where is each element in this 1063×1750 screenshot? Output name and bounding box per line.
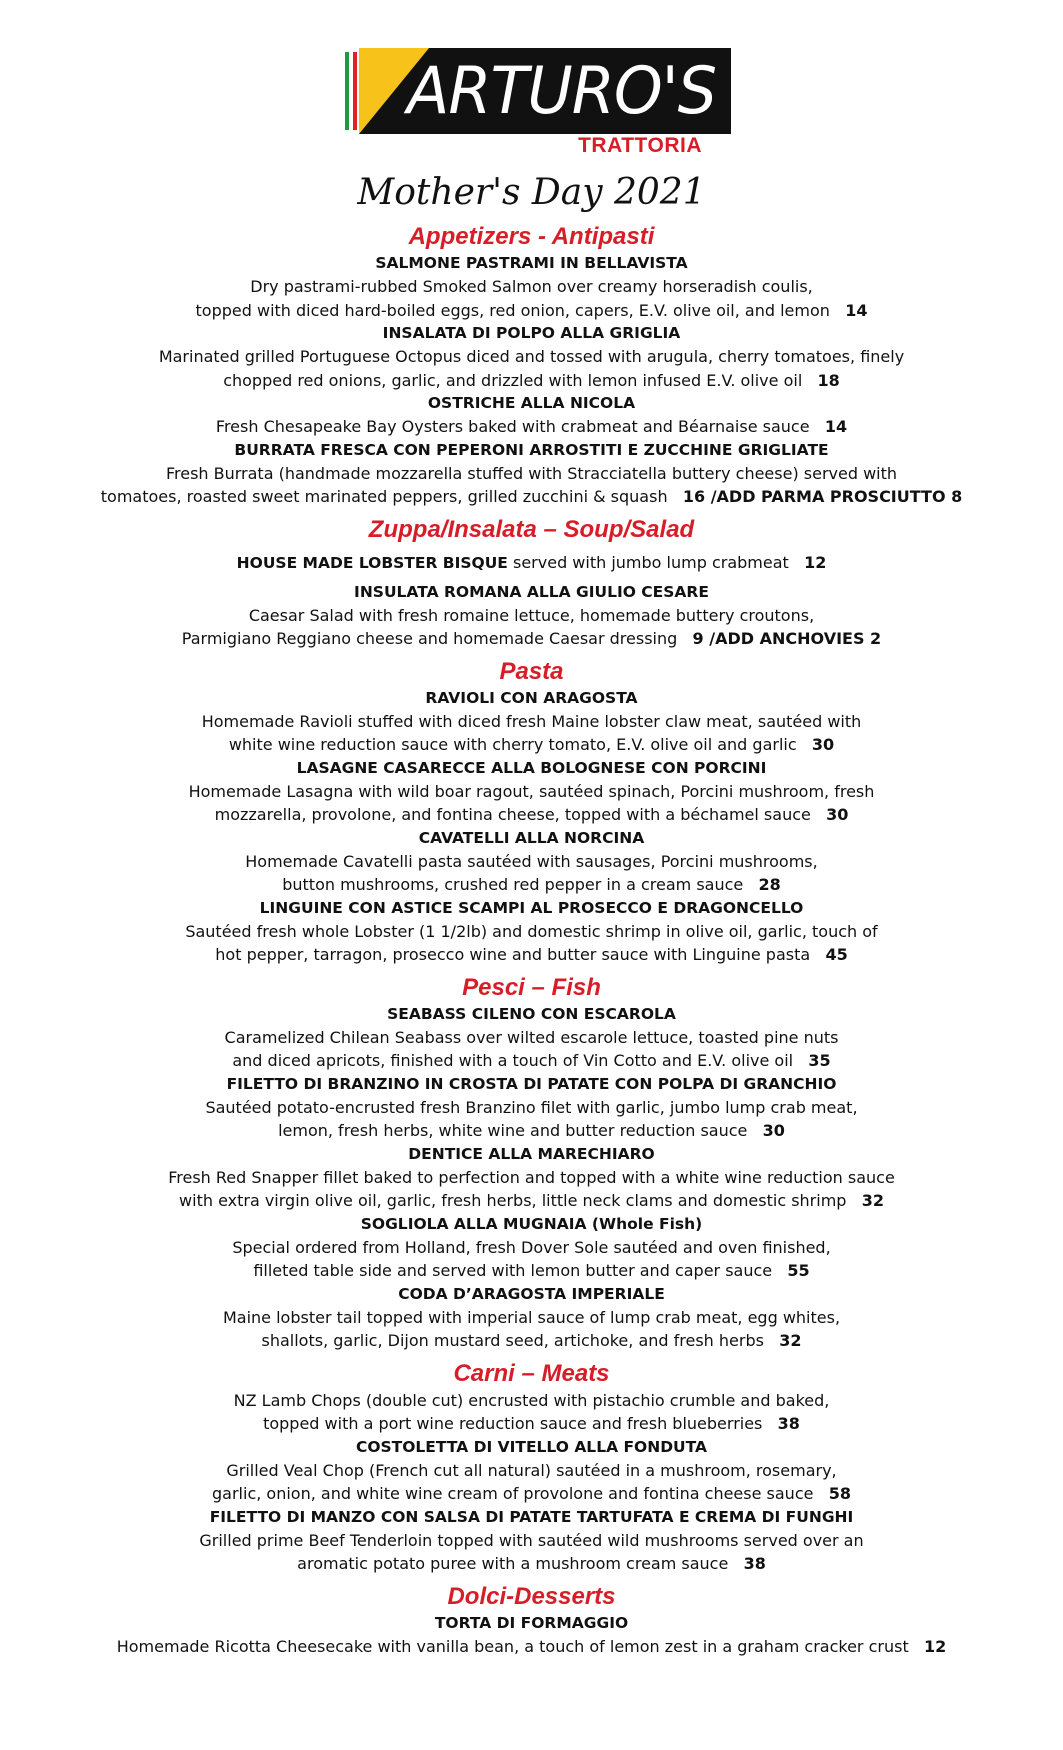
- item-description: with extra virgin olive oil, garlic, fresh herbs, little neck clams and domestic shrimp: [179, 1191, 847, 1210]
- item-name: FILETTO DI MANZO CON SALSA DI PATATE TARTUFATA E CREMA DI FUNGHI: [209, 1507, 854, 1526]
- item-description: Dry pastrami-rubbed Smoked Salmon over creamy horseradish coulis,: [250, 277, 813, 296]
- section-title-pasta: Pasta: [499, 657, 564, 685]
- menu-item: [0, 551, 1063, 575]
- item-description: Parmigiano Reggiano cheese and homemade Caesar dressing: [181, 629, 678, 648]
- item-description: Homemade Ravioli stuffed with diced fresh Maine lobster claw meat, sautéed with: [201, 711, 862, 731]
- item-description: Sautéed potato-encrusted fresh Branzino filet with garlic, jumbo lump crab meat,: [205, 1097, 858, 1117]
- item-name: SEABASS CILENO CON ESCAROLA: [387, 1004, 676, 1023]
- item-price: 45: [825, 945, 848, 964]
- item-name: LINGUINE CON ASTICE SCAMPI AL PROSECCO E DRAGONCELLO: [259, 898, 804, 917]
- item-description: and diced apricots, finished with a touch of Vin Cotto and E.V. olive oil: [232, 1051, 794, 1070]
- menu-item: [0, 252, 1063, 322]
- item-description: Grilled prime Beef Tenderloin topped with sautéed wild mushrooms served over an: [199, 1530, 864, 1550]
- item-description: aromatic potato puree with a mushroom cream sauce: [297, 1554, 729, 1573]
- menu-item: [0, 1389, 1063, 1436]
- item-name: INSALATA DI POLPO ALLA GRIGLIA: [382, 324, 681, 342]
- item-name: DENTICE ALLA MARECHIARO: [408, 1144, 655, 1163]
- section-title-soup-salad: Zuppa/Insalata – Soup/Salad: [368, 515, 695, 543]
- item-name: RAVIOLI CON ARAGOSTA: [425, 688, 638, 707]
- section-title-fish: Pesci – Fish: [462, 973, 601, 1001]
- item-name: SOGLIOLA ALLA MUGNAIA (Whole Fish): [360, 1214, 703, 1233]
- item-description: Fresh Chesapeake Bay Oysters baked with crabmeat and Béarnaise sauce: [215, 417, 810, 436]
- menu-item: [0, 827, 1063, 897]
- page-title: Mother's Day 2021: [357, 172, 706, 213]
- item-price: 14: [845, 300, 868, 320]
- menu-item: [0, 1283, 1063, 1353]
- item-price: 38: [743, 1554, 766, 1573]
- item-description: shallots, garlic, Dijon mustard seed, artichoke, and fresh herbs: [261, 1331, 764, 1350]
- item-description: Caramelized Chilean Seabass over wilted escarole lettuce, toasted pine nuts: [224, 1027, 839, 1047]
- logo-name: ARTURO'S: [407, 52, 717, 129]
- item-name: LASAGNE CASARECCE ALLA BOLOGNESE CON PORCINI: [296, 758, 767, 777]
- item-name: TORTA DI FORMAGGIO: [434, 1613, 629, 1632]
- menu-item: [0, 1003, 1063, 1073]
- item-price: 32: [779, 1331, 802, 1350]
- item-name: SALMONE PASTRAMI IN BELLAVISTA: [375, 254, 688, 272]
- item-description: hot pepper, tarragon, prosecco wine and butter sauce with Linguine pasta: [215, 945, 811, 964]
- menu-item: [0, 687, 1063, 757]
- item-description: button mushrooms, crushed red pepper in a cream sauce: [282, 875, 744, 894]
- item-description: Homemade Ricotta Cheesecake with vanilla bean, a touch of lemon zest in a graham cracker crust: [116, 1636, 909, 1656]
- item-price: 12: [804, 552, 827, 572]
- item-name: OSTRICHE ALLA NICOLA: [427, 394, 636, 412]
- item-name: COSTOLETTA DI VITELLO ALLA FONDUTA: [355, 1437, 708, 1456]
- item-description: topped with diced hard-boiled eggs, red onion, capers, E.V. olive oil, and lemon: [195, 300, 830, 320]
- item-description: lemon, fresh herbs, white wine and butter reduction sauce: [278, 1121, 748, 1140]
- item-name: CODA D’ARAGOSTA IMPERIALE: [398, 1284, 665, 1303]
- item-description: Homemade Lasagna with wild boar ragout, sautéed spinach, Porcini mushroom, fresh: [188, 781, 875, 801]
- logo-box: [359, 48, 731, 134]
- item-description: Caesar Salad with fresh romaine lettuce, homemade buttery croutons,: [248, 605, 815, 625]
- item-description: Sautéed fresh whole Lobster (1 1/2lb) and domestic shrimp in olive oil, garlic, touch of: [185, 921, 878, 941]
- menu-item: [0, 439, 1063, 509]
- item-description: served with jumbo lump crabmeat: [507, 552, 789, 572]
- item-price: 35: [808, 1051, 831, 1070]
- italian-flag-icon: [345, 52, 357, 130]
- item-description: Grilled Veal Chop (French cut all natural) sautéed in a mushroom, rosemary,: [226, 1460, 837, 1480]
- item-name: INSULATA ROMANA ALLA GIULIO CESARE: [354, 582, 709, 601]
- item-price: 38: [777, 1414, 800, 1433]
- menu-item: [0, 897, 1063, 967]
- menu-item: [0, 757, 1063, 827]
- item-price: 32: [861, 1191, 884, 1210]
- item-description: topped with a port wine reduction sauce and fresh blueberries: [263, 1414, 763, 1433]
- item-description: Homemade Cavatelli pasta sautéed with sausages, Porcini mushrooms,: [245, 851, 818, 871]
- arturos-logo: [345, 48, 730, 160]
- menu-item: [0, 322, 1063, 392]
- item-description: filleted table side and served with lemon butter and caper sauce: [253, 1261, 773, 1280]
- item-name: HOUSE MADE LOBSTER BISQUE: [236, 553, 508, 572]
- item-description: NZ Lamb Chops (double cut) encrusted with pistachio crumble and baked,: [233, 1390, 830, 1410]
- item-price: 58: [828, 1484, 851, 1503]
- item-description: garlic, onion, and white wine cream of provolone and fontina cheese sauce: [212, 1484, 814, 1503]
- section-title-appetizers: Appetizers - Antipasti: [408, 223, 655, 250]
- logo-subtitle: TRATTORIA: [578, 134, 702, 157]
- item-description: white wine reduction sauce with cherry tomato, E.V. olive oil and garlic: [228, 735, 797, 754]
- item-price: 55: [787, 1261, 810, 1280]
- item-price: 16 /ADD PARMA PROSCIUTTO 8: [682, 487, 963, 506]
- menu-item: [0, 1073, 1063, 1143]
- item-price: 30: [762, 1121, 785, 1140]
- item-price: 30: [811, 735, 835, 754]
- item-name: FILETTO DI BRANZINO IN CROSTA DI PATATE CON POLPA DI GRANCHIO: [226, 1074, 837, 1093]
- item-price: 28: [758, 875, 781, 894]
- item-description: Special ordered from Holland, fresh Dover Sole sautéed and oven finished,: [232, 1237, 831, 1257]
- item-description: Maine lobster tail topped with imperial sauce of lump crab meat, egg whites,: [222, 1307, 841, 1327]
- menu-item: [0, 1612, 1063, 1659]
- item-description: Marinated grilled Portuguese Octopus diced and tossed with arugula, cherry tomatoes, finely: [158, 347, 905, 366]
- item-price: 9 /ADD ANCHOVIES 2: [692, 629, 882, 648]
- item-description: mozzarella, provolone, and fontina cheese, topped with a béchamel sauce: [214, 805, 811, 824]
- menu-item: [0, 1506, 1063, 1576]
- item-description: Fresh Burrata (handmade mozzarella stuffed with Stracciatella buttery cheese) served with: [165, 463, 898, 483]
- item-price: 14: [824, 417, 848, 436]
- section-title-desserts: Dolci-Desserts: [447, 1582, 616, 1610]
- item-description: Fresh Red Snapper fillet baked to perfection and topped with a white wine reduction sauce: [168, 1167, 895, 1187]
- item-price: 18: [817, 370, 840, 390]
- menu-item: [0, 1143, 1063, 1213]
- menu-body: [0, 222, 1063, 1658]
- menu-item: [0, 392, 1063, 439]
- section-title-meats: Carni – Meats: [453, 1359, 610, 1387]
- item-description: chopped red onions, garlic, and drizzled with lemon infused E.V. olive oil: [223, 370, 803, 390]
- menu-item: [0, 581, 1063, 651]
- item-price: 12: [923, 1636, 947, 1656]
- item-name: CAVATELLI ALLA NORCINA: [418, 828, 645, 847]
- item-name: BURRATA FRESCA CON PEPERONI ARROSTITI E ZUCCHINE GRIGLIATE: [234, 440, 829, 459]
- menu-item: [0, 1213, 1063, 1283]
- menu-item: [0, 1436, 1063, 1506]
- item-description: tomatoes, roasted sweet marinated peppers, grilled zucchini & squash: [100, 487, 668, 506]
- item-price: 30: [826, 805, 849, 824]
